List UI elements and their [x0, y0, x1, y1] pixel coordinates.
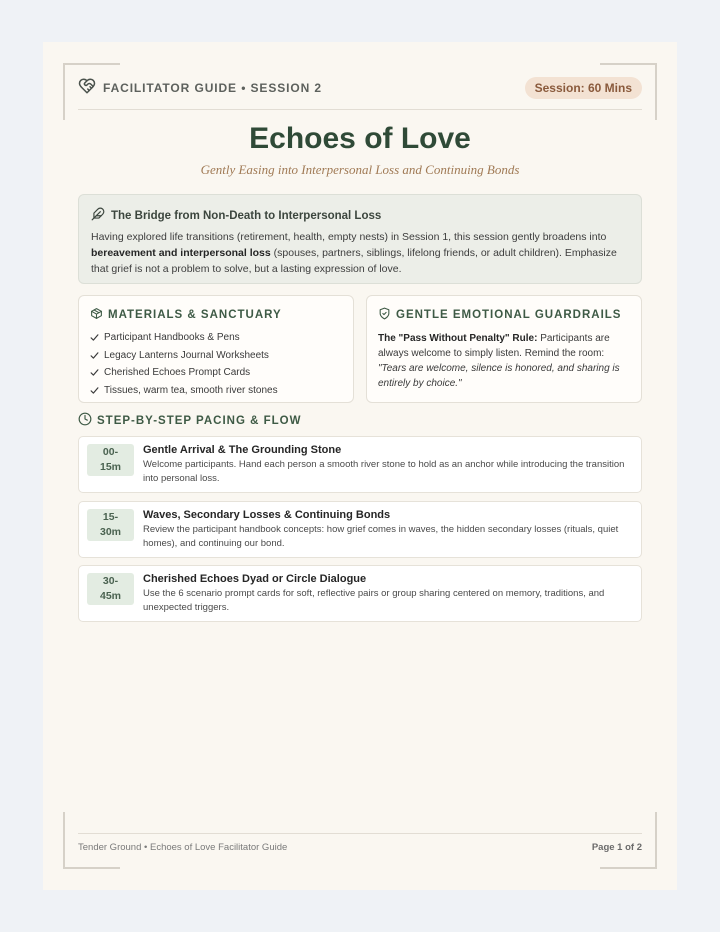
list-item — [90, 364, 343, 382]
corner-ornament-bottom-right — [600, 812, 657, 869]
step-time-end: 30m — [99, 526, 121, 538]
bridge-body-text-2: (spouses, partners, siblings, lifelong friends, or adult children). Emphasize that grief is not a problem to solve, but a lasting expression of love. — [91, 247, 617, 275]
header — [78, 76, 642, 100]
step-time-badge — [87, 573, 134, 605]
rule-label: The "Pass Without Penalty" Rule: — [378, 333, 538, 344]
bridge-title: The Bridge from Non-Death to Interpersonal Loss — [111, 209, 382, 222]
step-time-end: 45m — [99, 590, 121, 602]
pacing-step — [78, 565, 642, 622]
header-left — [78, 77, 322, 100]
step-time-badge — [87, 509, 134, 541]
footer-document-name: Tender Ground • Echoes of Love Facilitator Guide — [78, 842, 288, 853]
check-icon — [90, 333, 99, 342]
pacing-title: STEP-BY-STEP PACING & FLOW — [97, 414, 302, 427]
page-subtitle: Gently Easing into Interpersonal Loss and Continuing Bonds — [200, 162, 520, 177]
corner-ornament-bottom-left — [63, 812, 120, 869]
list-item — [90, 382, 343, 400]
step-title: Waves, Secondary Losses & Continuing Bonds — [143, 509, 391, 521]
rule-text: Participants are always welcome to simply listen. Remind the room: — [378, 333, 610, 359]
guardrails-heading — [378, 307, 630, 323]
guardrails-title: GENTLE EMOTIONAL GUARDRAILS — [396, 309, 622, 321]
guardrails-card — [366, 295, 642, 403]
footer-page-number: Page 1 of 2 — [591, 842, 642, 853]
check-icon — [90, 386, 99, 395]
check-icon — [90, 351, 99, 360]
package-icon — [90, 307, 103, 323]
step-title: Gentle Arrival & The Grounding Stone — [143, 444, 342, 456]
step-time-end: 15m — [99, 461, 121, 473]
pacing-step — [78, 436, 642, 493]
clock-icon — [78, 412, 92, 429]
step-time-start: 15- — [102, 511, 119, 523]
bridge-callout — [78, 194, 642, 284]
list-item — [90, 329, 343, 347]
bridge-body — [91, 229, 629, 277]
heart-handshake-icon — [78, 77, 96, 100]
step-description: Review the participant handbook concepts: how grief comes in waves, the hidden secondary losses (rituals, quiet homes), and continuing our bond. — [143, 524, 619, 549]
guardrails-body — [378, 331, 630, 391]
list-item — [90, 347, 343, 365]
step-title: Cherished Echoes Dyad or Circle Dialogue — [143, 573, 367, 585]
step-description: Welcome participants. Hand each person a smooth river stone to hold as an anchor while introducing the transition into personal loss. — [143, 459, 625, 484]
materials-item-label: Participant Handbooks & Pens — [104, 332, 240, 344]
materials-list — [90, 329, 343, 399]
rule-quote: "Tears are welcome, silence is honored, and sharing is entirely by choice." — [378, 363, 620, 389]
shield-check-icon — [378, 307, 391, 323]
materials-item-label: Cherished Echoes Prompt Cards — [104, 367, 251, 379]
header-divider — [78, 109, 642, 110]
page-title: Echoes of Love — [249, 122, 471, 155]
feather-icon — [91, 207, 105, 224]
materials-item-label: Legacy Lanterns Journal Worksheets — [104, 349, 269, 361]
guide-page — [43, 42, 677, 890]
pacing-step — [78, 501, 642, 558]
check-icon — [90, 368, 99, 377]
step-time-start: 00- — [102, 446, 119, 458]
bridge-title-row — [91, 207, 629, 224]
pacing-heading — [78, 412, 301, 429]
bridge-body-text-1: Having explored life transitions (retirement, health, empty nests) in Session 1, this session gently broadens into — [91, 231, 607, 243]
step-description: Use the 6 scenario prompt cards for soft, reflective pairs or group sharing centered on memory, traditions, and unexpected triggers. — [143, 588, 605, 613]
materials-title: MATERIALS & SANCTUARY — [108, 309, 282, 321]
guide-kicker: FACILITATOR GUIDE • SESSION 2 — [103, 81, 322, 95]
materials-item-label: Tissues, warm tea, smooth river stones — [104, 384, 278, 396]
bridge-body-emphasis: bereavement and interpersonal loss — [91, 247, 271, 259]
materials-card — [78, 295, 354, 403]
session-duration-badge: Session: 60 Mins — [525, 77, 642, 99]
footer-divider — [78, 833, 642, 834]
materials-heading — [90, 307, 343, 323]
step-time-start: 30- — [102, 575, 119, 587]
step-time-badge — [87, 444, 134, 476]
